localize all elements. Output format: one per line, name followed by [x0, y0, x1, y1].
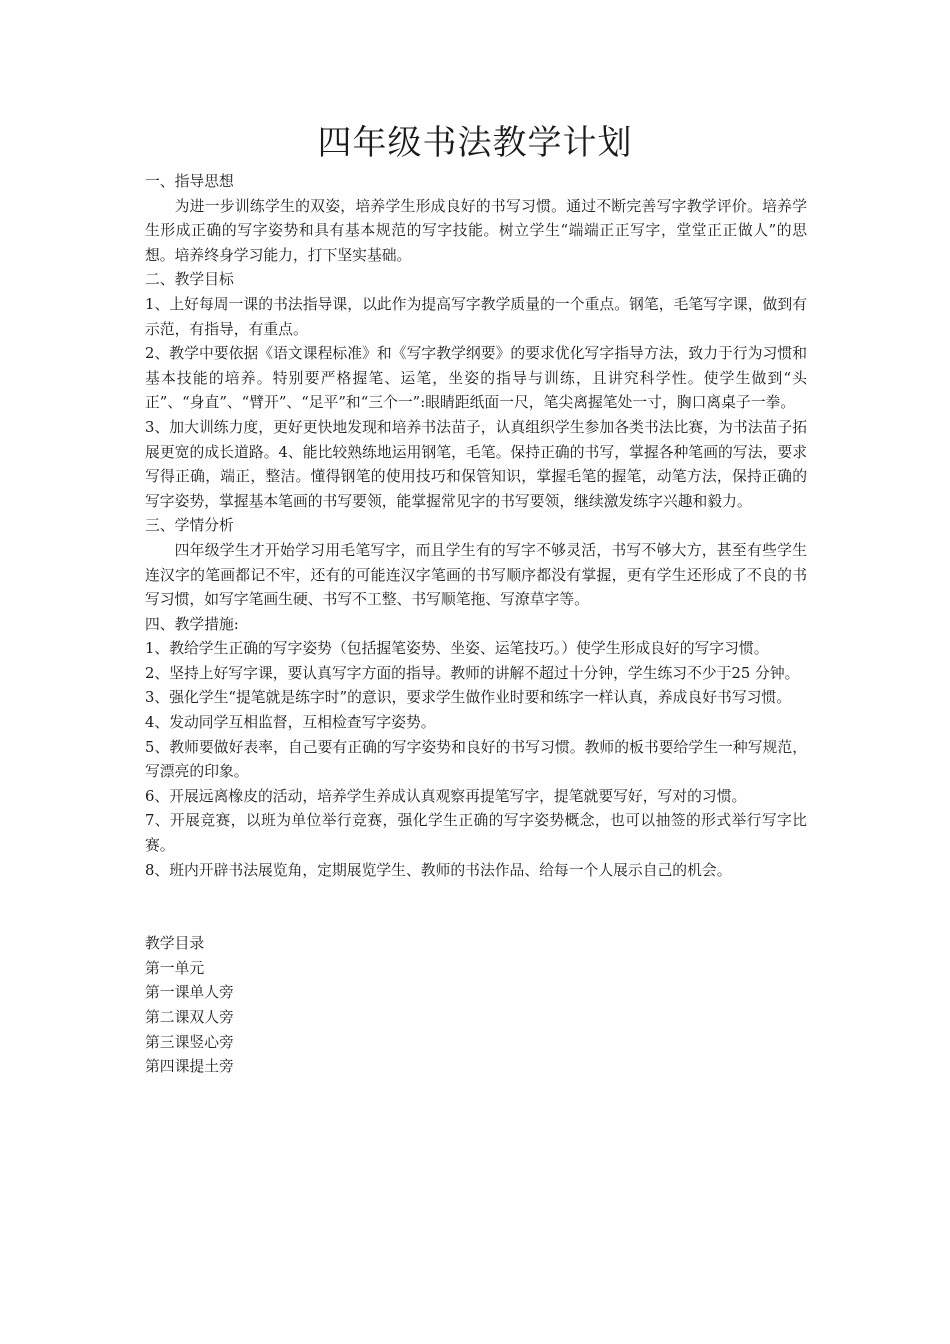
- catalog-unit: 第一单元: [145, 959, 205, 977]
- catalog-lesson-4: 第四课提土旁: [145, 1058, 234, 1076]
- document-title: 四年级书法教学计划: [317, 123, 633, 163]
- measure-item-6: 6、开展远离橡皮的活动，培养学生养成认真观察再提笔写字，提笔就要写好，写对的习惯。: [145, 787, 747, 805]
- catalog-lesson-1: 第一课单人旁: [145, 984, 234, 1002]
- measure-item-4: 4、发动同学互相监督，互相检查写字姿势。: [145, 714, 436, 732]
- measure-item-1: 1、教给学生正确的写字姿势（包括握笔姿势、坐姿、运笔技巧。）使学生形成良好的写字习惯。: [145, 640, 769, 658]
- section-heading-teaching-goals: 二、教学目标: [145, 271, 234, 289]
- measure-item-7: 7、开展竞赛，以班为单位举行竞赛，强化学生正确的写字姿势概念，也可以抽签的形式举行写字比赛。: [145, 812, 807, 855]
- paragraph-guiding-thought: 为进一步训练学生的双姿，培养学生形成良好的书写习惯。通过不断完善写字教学评价。培养学生形成正确的写字姿势和具有基本规范的写字技能。树立学生“端端正正写字，堂堂正正做人”的思想。培养终身学习能力，打下坚实基础。: [145, 197, 807, 264]
- paragraph-student-analysis: 四年级学生才开始学习用毛笔写字，而且学生有的写字不够灵活，书写不够大方，甚至有些学生连汉字的笔画都记不牢，还有的可能连汉字笔画的书写顺序都没有掌握，更有学生还形成了不良的书写习惯，如写字笔画生硬、书写不工整、书写顺笔拖、写潦草字等。: [145, 541, 807, 609]
- catalog-lesson-3: 第三课竖心旁: [145, 1033, 234, 1051]
- measure-item-3: 3、强化学生“提笔就是练字时”的意识，要求学生做作业时要和练字一样认真，养成良好书写习惯。: [145, 689, 792, 707]
- catalog-lesson-2: 第二课双人旁: [145, 1009, 234, 1026]
- catalog-heading: 教学目录: [145, 935, 205, 953]
- measure-item-5: 5、教师要做好表率，自己要有正确的写字姿势和良好的书写习惯。教师的板书要给学生一种写规范，写漂亮的印象。: [145, 738, 807, 781]
- document-body: [145, 170, 807, 1080]
- goal-item-2: 2、教学中要依据《语文课程标准》和《写字教学纲要》的要求优化写字指导方法，致力于行为习惯和基本技能的培养。特别要严格握笔、运笔，坐姿的指导与训练，且讲究科学性。使学生做到“头正”、“身直”、“臂开”、“足平”和“三个一”:眼睛距纸面一尺，笔尖离握笔处一寸，胸口离桌子一拳。: [145, 345, 807, 412]
- measure-item-2: 2、坚持上好写字课，要认真写字方面的指导。教师的讲解不超过十分钟，学生练习不少于25 分钟。: [145, 664, 800, 682]
- measure-item-8: 8、班内开辟书法展览角，定期展览学生、教师的书法作品、给每一个人展示自己的机会。: [145, 861, 732, 879]
- goal-item-3: 3、加大训练力度，更好更快地发现和培养书法苗子，认真组织学生参加各类书法比赛，为书法苗子拓展更宽的成长道路。4、能比较熟练地运用钢笔，毛笔。保持正确的书写，掌握各种笔画的写法，要求写得正确，端正，整洁。懂得钢笔的使用技巧和保管知识，掌握毛笔的握笔，动笔方法，保持正确的写字姿势，掌握基本笔画的书写要领，能掌握常见字的书写要领，继续激发练字兴趣和毅力。: [145, 418, 807, 510]
- section-heading-student-analysis: 三、学情分析: [145, 517, 234, 535]
- section-heading-guiding-thought: 一、指导思想: [145, 173, 234, 190]
- goal-item-1: 1、上好每周一课的书法指导课，以此作为提高写字教学质量的一个重点。钢笔，毛笔写字课，做到有示范，有指导，有重点。: [145, 295, 807, 338]
- teaching-catalog: [145, 932, 807, 1080]
- section-heading-teaching-measures: 四、教学措施:: [145, 615, 239, 633]
